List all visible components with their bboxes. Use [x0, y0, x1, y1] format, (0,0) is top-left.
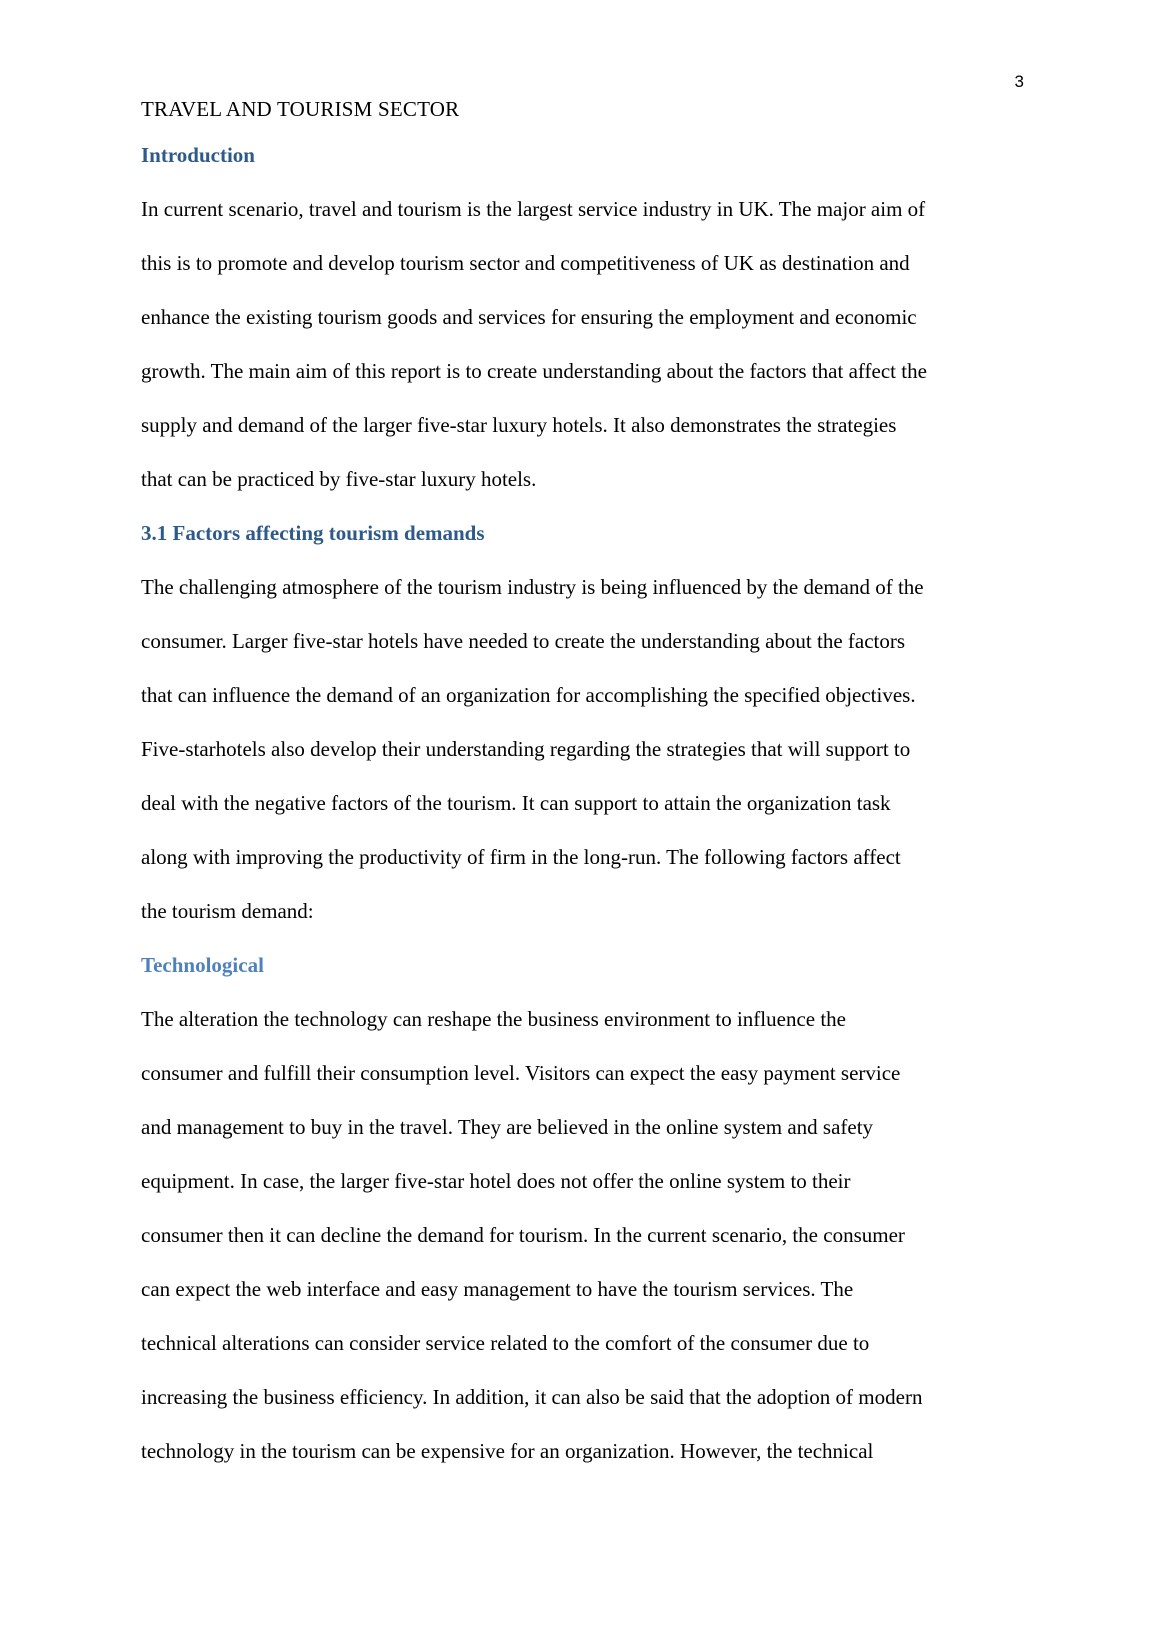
text-line: deal with the negative factors of the tourism. It can support to attain the organization task [141, 791, 891, 815]
text-line: technical alterations can consider service related to the comfort of the consumer due to [141, 1331, 870, 1355]
text-line: technology in the tourism can be expensive for an organization. However, the technical [141, 1439, 874, 1463]
paragraph-factors [141, 560, 1031, 938]
text-line: growth. The main aim of this report is to create understanding about the factors that affect the [141, 359, 927, 383]
text-line: that can be practiced by five-star luxury hotels. [141, 467, 537, 491]
text-line: that can influence the demand of an organization for accomplishing the specified objectives. [141, 683, 916, 707]
page-number: 3 [1014, 72, 1024, 91]
text-line: equipment. In case, the larger five-star hotel does not offer the online system to their [141, 1169, 851, 1193]
text-line: consumer then it can decline the demand for tourism. In the current scenario, the consumer [141, 1223, 905, 1247]
document-body [141, 128, 1031, 1478]
text-line: Five-starhotels also develop their understanding regarding the strategies that will support to [141, 737, 911, 761]
text-line: The challenging atmosphere of the tourism industry is being influenced by the demand of the [141, 575, 924, 599]
heading-factors: 3.1 Factors affecting tourism demands [141, 521, 485, 545]
heading-technological: Technological [141, 953, 264, 977]
text-line: In current scenario, travel and tourism is the largest service industry in UK. The major aim of [141, 197, 926, 221]
text-line: and management to buy in the travel. They are believed in the online system and safety [141, 1115, 874, 1139]
paragraph-introduction [141, 182, 1031, 506]
heading-introduction: Introduction [141, 143, 255, 167]
text-line: can expect the web interface and easy management to have the tourism services. The [141, 1277, 854, 1301]
text-line: consumer and fulfill their consumption level. Visitors can expect the easy payment service [141, 1061, 901, 1085]
paragraph-technological [141, 992, 1031, 1478]
text-line: increasing the business efficiency. In addition, it can also be said that the adoption of modern [141, 1385, 923, 1409]
text-line: enhance the existing tourism goods and services for ensuring the employment and economic [141, 305, 917, 329]
text-line: along with improving the productivity of firm in the long-run. The following factors affect [141, 845, 901, 869]
text-line: supply and demand of the larger five-star luxury hotels. It also demonstrates the strategies [141, 413, 897, 437]
text-line: consumer. Larger five-star hotels have needed to create the understanding about the factors [141, 629, 906, 653]
running-header: TRAVEL AND TOURISM SECTOR [141, 97, 460, 121]
text-line: the tourism demand: [141, 899, 314, 923]
text-line: this is to promote and develop tourism sector and competitiveness of UK as destination and [141, 251, 910, 275]
text-line: The alteration the technology can reshape the business environment to influence the [141, 1007, 847, 1031]
